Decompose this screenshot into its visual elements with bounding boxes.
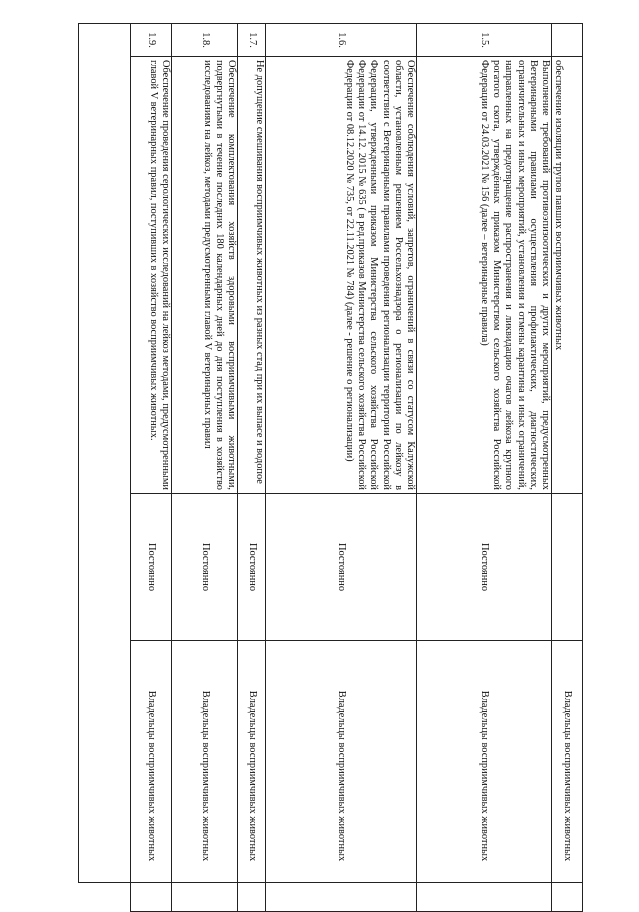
row-number: 1.5. — [417, 24, 552, 57]
measure-description: Обеспечение соблюдения условий, запретов, ограничений в связи со статусом Калужской области, установленным решением Россельхознадзора о регионализации по лейкозу в соответствии с Ветеринарными правилами проведения регионализации территории Российской Федерации, утвержденными приказом Министерства сельского хозяйства Российской Федерации от 14.12. 2015 № 635 ( в ред.приказов Министерства сельского хозяйства Российской Федерации от 08.12.2020 № 735, от 22.11.2021 № 784) (далее - решение о регионализации) — [266, 57, 417, 494]
measure-responsible: Владельцы восприимчивых животных — [172, 641, 238, 912]
measure-description: Выполнение требований противоэпизоотических и других мероприятий, предусмотренных Ветеринарными правилами осуществления профилактических, диагностических, ограничительных и иных мероприятий, установления и отмены карантина и иных ограничений, направленных на предотвращение распространения и ликвидацию очагов лейкоза крупного рогатого скота, утверждённых приказом Министерством сельского хозяйства Российской Федерации от 24.03.2021 № 156 (далее – ветеринарные правила) — [417, 57, 552, 494]
measure-responsible: Владельцы восприимчивых животных — [266, 641, 417, 912]
measure-term: Постоянно — [266, 494, 417, 641]
measure-term: Постоянно — [172, 494, 238, 641]
table-row — [238, 24, 266, 912]
measure-description: обеспечение изоляции трупов павших восприимчивых животных — [552, 57, 583, 494]
row-number: 1.8. — [172, 24, 238, 57]
measure-term: Постоянно — [238, 494, 266, 641]
measure-description: Обеспечение проведения серологических исследований на лейкоз методами, предусмотренными главой V ветеринарных правил, поступивших в хозяйство восприимчивых животных. — [131, 57, 172, 494]
table-row — [172, 24, 238, 912]
measure-description: Не допущение смешивания восприимчивых животных из разных стад при их выпасе и водопое — [238, 57, 266, 494]
measure-term: Постоянно — [131, 494, 172, 641]
rotated-table-page — [78, 23, 583, 883]
table-row — [266, 24, 417, 912]
measure-responsible: Владельцы восприимчивых животных — [552, 641, 583, 912]
measure-responsible: Владельцы восприимчивых животных — [131, 641, 172, 912]
measure-responsible: Владельцы восприимчивых животных — [238, 641, 266, 912]
row-number: 1.9. — [131, 24, 172, 57]
row-number: 1.6. — [266, 24, 417, 57]
measure-description: Обеспечение комплектования хозяйств здоровыми восприимчивыми животными, подвергнутыми в течение последних 180 календарных дней до дня поступления в хозяйство исследованиям на лейкоз, методами предусмотренными главой V ветеринарных правил — [172, 57, 238, 494]
measure-responsible: Владельцы восприимчивых животных — [417, 641, 552, 912]
table-row — [131, 24, 172, 912]
table-row — [417, 24, 552, 912]
measures-table — [130, 23, 583, 912]
table-row — [552, 24, 583, 912]
row-number: 1.7. — [238, 24, 266, 57]
row-number — [552, 24, 583, 57]
measure-term — [552, 494, 583, 641]
measure-term: Постоянно — [417, 494, 552, 641]
